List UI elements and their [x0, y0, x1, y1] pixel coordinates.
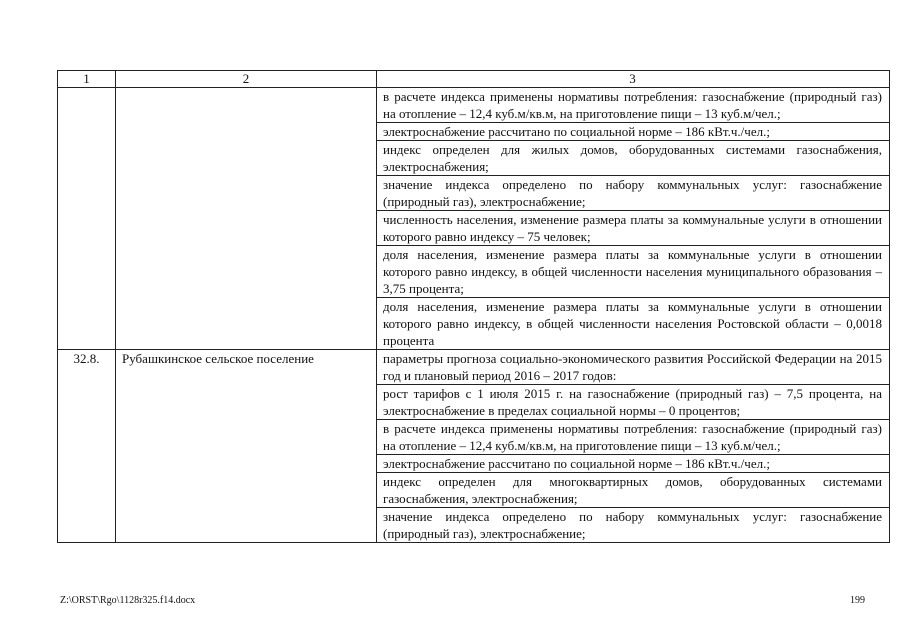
detail-paragraph: доля населения, изменение размера платы за коммунальные услуги в отношении которого равно индексу, в общей численности населения муниципального образования – 3,75 процента;	[377, 245, 889, 297]
detail-paragraph: параметры прогноза социально-экономического развития Российской Федерации на 2015 год и плановый период 2016 – 2017 годов:	[383, 351, 882, 383]
detail-paragraph: рост тарифов с 1 июля 2015 г. на газоснабжение (природный газ) – 7,5 процента, на электроснабжение в пределах социальной нормы – 0 процентов;	[377, 384, 889, 419]
row-details	[377, 88, 890, 350]
row-number: 32.8.	[58, 350, 116, 543]
header-col-1: 1	[58, 71, 116, 88]
table-header-row	[58, 71, 890, 88]
page-number: 199	[850, 595, 865, 606]
table-row-continued	[58, 88, 890, 350]
footer-file-path: Z:\ORST\Rgo\1128r325.f14.docx	[60, 595, 196, 606]
row-number	[58, 88, 116, 350]
detail-paragraph: индекс определен для многоквартирных домов, оборудованных системами газоснабжения, электроснабжения;	[377, 472, 889, 507]
document-table	[57, 70, 890, 543]
detail-paragraph: электроснабжение рассчитано по социальной норме – 186 кВт.ч./чел.;	[377, 122, 889, 140]
detail-paragraph: численность населения, изменение размера платы за коммунальные услуги в отношении которого равно индексу – 75 человек;	[377, 210, 889, 245]
detail-paragraph: электроснабжение рассчитано по социальной норме – 186 кВт.ч./чел.;	[377, 454, 889, 472]
table-row-32-8	[58, 350, 890, 543]
row-name: Рубашкинское сельское поселение	[116, 350, 377, 543]
detail-paragraph: значение индекса определено по набору коммунальных услуг: газоснабжение (природный газ), электроснабжение;	[377, 175, 889, 210]
row-name	[116, 88, 377, 350]
detail-paragraph: значение индекса определено по набору коммунальных услуг: газоснабжение (природный газ), электроснабжение;	[377, 507, 889, 542]
detail-paragraph: доля населения, изменение размера платы за коммунальные услуги в отношении которого равно индексу, в общей численности населения Ростовской области – 0,0018 процента	[377, 297, 889, 349]
detail-paragraph: индекс определен для жилых домов, оборудованных системами газоснабжения, электроснабжения;	[377, 140, 889, 175]
header-col-3: 3	[377, 71, 890, 88]
detail-paragraph: в расчете индекса применены нормативы потребления: газоснабжение (природный газ) на отопление – 12,4 куб.м/кв.м, на приготовление пищи – 13 куб.м/чел.;	[383, 89, 882, 121]
header-col-2: 2	[116, 71, 377, 88]
row-details	[377, 350, 890, 543]
detail-paragraph: в расчете индекса применены нормативы потребления: газоснабжение (природный газ) на отопление – 12,4 куб.м/кв.м, на приготовление пищи – 13 куб.м/чел.;	[377, 419, 889, 454]
